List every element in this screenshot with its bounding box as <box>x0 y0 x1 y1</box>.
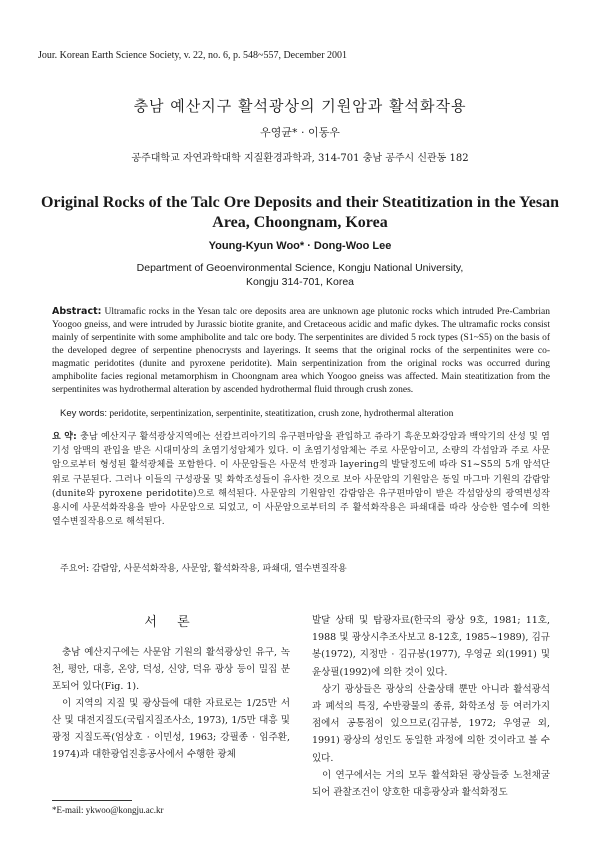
english-affiliation-line2: Kongju 314-701, Korea <box>246 276 354 288</box>
korean-authors: 우영균* · 이동우 <box>260 126 340 139</box>
journal-citation: Jour. Korean Earth Science Society, v. 22, no. 6, p. 548~557, December 2001 <box>38 50 348 61</box>
english-authors: Young-Kyun Woo* · Dong-Woo Lee <box>208 240 392 252</box>
body-column-left <box>52 644 290 763</box>
abstract-text: Ultramafic rocks in the Yesan talc ore deposits area are unknown age plutonic rocks which intruded Pre-Cambrian Yoogoo gneiss, and were intruded by Jurassic biotite granite, and Cretaceous acidic and mafic dykes. The ultramafic rocks consist mainly of serpentinite with some amphibolite and talc ore body. The serpentinites are divided 5 rock types (S1~S5) on the basis of the developed degree of serpentine phenocrysts and layerings. It seems that the original rocks of the serpentinites were co-magmatic peridotites (dunite and pyroxene peridotite). Main serpentinization from the original rocks was occurred during amphibolite facies regional metamorphism in Choongnam area which Yoogoo gneiss was affected. Main steatitization from the serpentinites was hydrothermal alteration by ascended hydrothermal fluid through crush zones. <box>52 307 551 395</box>
abstract <box>52 305 550 397</box>
korean-summary-label: 요 약: <box>52 432 77 442</box>
english-title: Original Rocks of the Talc Ore Deposits and their Steatitization in the Yesan Area, Choongnam, Korea <box>41 194 559 231</box>
section-heading: 서 론 <box>144 615 198 630</box>
english-affiliation-line1: Department of Geoenvironmental Science, Kongju National University, <box>136 262 464 274</box>
korean-affiliation: 공주대학교 자연과학대학 지질환경과학과, 314-701 충남 공주시 신관동 182 <box>131 153 469 164</box>
body-paragraph: 이 지역의 지질 및 광상들에 대한 자료로는 1/25만 서산 및 대전지질도(국립지질조사소, 1973), 1/5만 대흥 및 광정 지질도폭(엄상호 · 이민성, 1963; 강필종 · 임주환, 1974)과 대한광업진흥공사에서 수행한 광체 <box>52 698 290 760</box>
body-paragraph: 이 연구에서는 거의 모두 활석화된 광상들중 노천채굴되어 관찰조건이 양호한 대흥광상과 활석화정도 <box>312 769 550 799</box>
keywords <box>60 408 550 419</box>
abstract-label: Abstract: <box>52 306 102 317</box>
keywords-text: peridotite, serpentinization, serpentinite, steatitization, crush zone, hydrothermal alteration <box>109 409 454 419</box>
footnote-rule <box>52 800 132 801</box>
body-paragraph: 상기 광상들은 광상의 산출상태 뿐만 아니라 활석광석과 폐석의 특징, 수반광물의 종류, 화학조성 등 여러가지 점에서 공통점이 있으므로(김규봉, 1972; 우영균 외, 1991) 광상의 성인도 동일한 과정에 의한 것이라고 볼 수 있다. <box>312 683 550 764</box>
korean-title: 충남 예산지구 활석광상의 기원암과 활석화작용 <box>133 97 467 115</box>
body-paragraph: 충남 예산지구에는 사문암 기원의 활석광상인 유구, 녹천, 평안, 대흥, 온양, 덕성, 신양, 덕유 광상 등이 밀집 분포되어 있다(Fig. 1). <box>52 647 290 692</box>
footnote-email: *E-mail: ykwoo@kongju.ac.kr <box>52 805 164 815</box>
keywords-label: Key words: <box>60 408 107 419</box>
korean-summary <box>52 430 550 529</box>
body-column-right <box>312 612 550 801</box>
body-paragraph: 발달 상태 및 탐광자료(한국의 광상 9호, 1981; 11호, 1988 및 광상시추조사보고 8-12호, 1985~1989), 김규봉(1972), 지정만 · 김규봉(1977), 우영균 외(1991) 및 윤상필(1992)에 의한 것이 있다. <box>312 615 550 678</box>
korean-keywords-label: 주요어: <box>60 564 90 574</box>
korean-summary-text: 충남 예산지구 활석광상지역에는 선캄브리아기의 유구편마암을 관입하고 쥬라기 흑운모화강암과 백악기의 산성 및 염기성 암맥의 관입을 받은 시대미상의 초염기성암체가 있다. 이 초염기성암체는 주로 사문암이고, 소량의 각섬암과 주로 사문암으로부터 형성된 활석광체를 포함한다. 이 사문암들은 사문석 반정과 layering의 발달정도에 따라 S1~S5의 5개 암석단위로 구분된다. 그러나 이들의 구성광물 및 화학조성들이 유사한 것으로 보아 사문암의 기원암은 동일 마그마 기원의 감람암(dunite와 pyroxene peridotite)으로 해석된다. 사문암의 기원암인 감람암은 유구편마암이 받은 각섬암상의 광역변성작용시에 사문석화작용을 받아 사문암으로 되었고, 이 사문암으로부터의 주 활석화작용은 파쇄대를 따라 상승한 열수에 의한 열수변질작용으로 해석된다. <box>52 432 551 528</box>
english-affiliation <box>0 261 600 289</box>
korean-keywords-text: 감람암, 사문석화작용, 사문암, 활석화작용, 파쇄대, 열수변질작용 <box>92 564 347 574</box>
korean-keywords <box>60 561 550 574</box>
